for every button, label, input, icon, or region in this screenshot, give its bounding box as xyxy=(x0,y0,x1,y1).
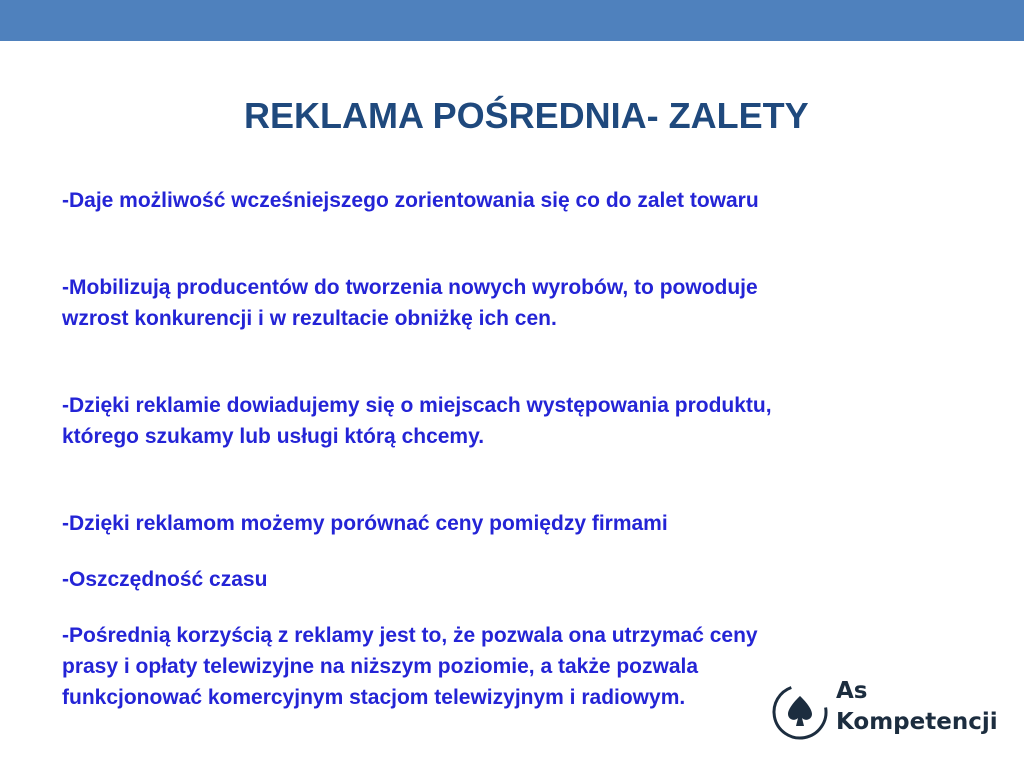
slide-title: REKLAMA POŚREDNIA- ZALETY xyxy=(244,95,809,136)
bullet-line: funkcjonować komercyjnym stacjom telewizyjnym i radiowym. xyxy=(62,686,686,709)
logo-line-2: Kompetencji xyxy=(836,709,998,735)
bullet-line: -Oszczędność czasu xyxy=(62,568,268,591)
bullet-line: -Dzięki reklamie dowiadujemy się o miejscach występowania produktu, xyxy=(62,394,772,417)
bullet-line: -Dzięki reklamom możemy porównać ceny pomiędzy firmami xyxy=(62,512,668,535)
bullet-line: -Daje możliwość wcześniejszego zorientowania się co do zalet towaru xyxy=(62,189,759,212)
bullet-item xyxy=(62,620,758,713)
logo-wordmark xyxy=(836,676,998,738)
as-kompetencji-logo xyxy=(770,674,1000,752)
bullet-item xyxy=(62,272,758,334)
bullet-line: prasy i opłaty telewizyjne na niższym poziomie, a także pozwala xyxy=(62,655,699,678)
bullet-item xyxy=(62,508,668,539)
top-bar xyxy=(0,0,1024,41)
logo-line-1: As xyxy=(836,678,868,704)
bullet-item xyxy=(62,564,267,595)
bullet-line: którego szukamy lub usługi którą chcemy. xyxy=(62,425,485,448)
bullet-item xyxy=(62,390,772,452)
bullet-line: -Pośrednią korzyścią z reklamy jest to, że pozwala ona utrzymać ceny xyxy=(62,624,758,647)
bullet-item xyxy=(62,185,759,216)
bullet-line: -Mobilizują producentów do tworzenia nowych wyrobów, to powoduje xyxy=(62,276,758,299)
spade-circle-icon xyxy=(770,674,834,744)
bullet-line: wzrost konkurencji i w rezultacie obniżkę ich cen. xyxy=(62,307,557,330)
